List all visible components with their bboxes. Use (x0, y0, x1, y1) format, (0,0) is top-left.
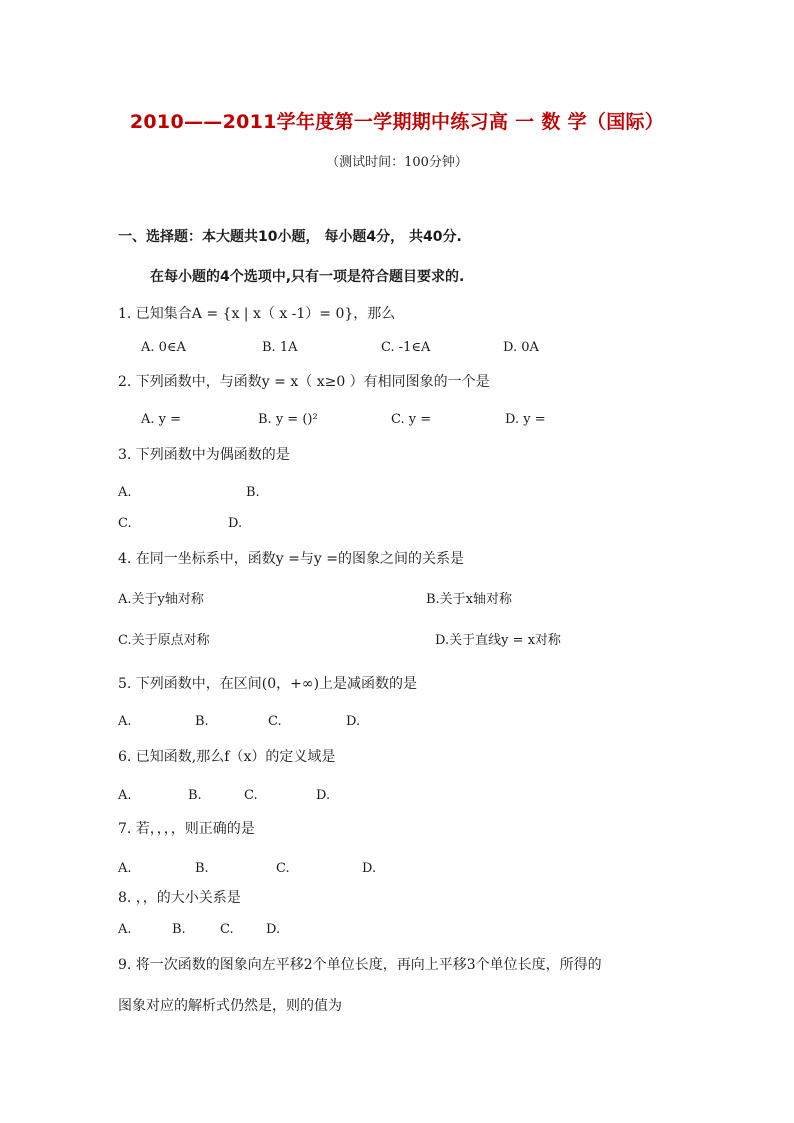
question-9-stem-line-2: 图象对应的解析式仍然是，则的值为 (118, 998, 342, 1014)
exam-subtitle: （测试时间：100分钟） (326, 155, 468, 170)
question-1-stem: 1. 已知集合A = {x | x（ x -1）= 0}，那么 (118, 306, 396, 322)
question-6-stem: 6. 已知函数,那么f（x）的定义域是 (118, 749, 336, 765)
question-5-option-c: C. (268, 714, 282, 729)
question-6-option-d: D. (316, 788, 331, 803)
question-6-option-b: B. (188, 788, 202, 803)
question-6-option-a: A. (118, 788, 132, 803)
question-4-stem: 4. 在同一坐标系中，函数y =与y =的图象之间的关系是 (118, 551, 464, 567)
question-2-option-d: D. y = (505, 412, 546, 427)
section-heading: 一、选择题：本大题共10小题， 每小题4分， 共40分. (118, 229, 462, 245)
question-3-option-d: D. (228, 516, 243, 531)
question-3-stem: 3. 下列函数中为偶函数的是 (118, 447, 290, 463)
question-3-option-c: C. (118, 516, 132, 531)
exam-title: 2010——2011学年度第一学期期中练习高 一 数 学（国际） (129, 111, 665, 133)
question-7-option-a: A. (118, 861, 132, 876)
question-5-option-b: B. (195, 714, 209, 729)
question-8-option-a: A. (118, 922, 132, 937)
question-7-option-d: D. (362, 861, 377, 876)
question-8-option-c: C. (220, 922, 234, 937)
question-8-stem: 8. ，，的大小关系是 (118, 890, 241, 906)
question-5-option-a: A. (118, 714, 132, 729)
question-7-stem: 7. 若，，，，则正确的是 (118, 821, 255, 837)
question-3-option-b: B. (246, 485, 260, 500)
question-7-option-c: C. (276, 861, 290, 876)
question-5-stem: 5. 下列函数中，在区间(0，+∞)上是减函数的是 (118, 676, 418, 692)
question-1-option-c: C. -1∈A (381, 340, 431, 355)
question-8-option-b: B. (172, 922, 186, 937)
question-3-option-a: A. (118, 485, 132, 500)
question-8-option-d: D. (266, 922, 281, 937)
question-2-option-b: B. y = ()² (258, 412, 318, 427)
question-7-option-b: B. (195, 861, 209, 876)
question-2-option-a: A. y = (141, 412, 182, 427)
question-1-option-b: B. 1A (262, 340, 298, 355)
question-4-option-b: B.关于x轴对称 (426, 592, 513, 607)
question-1-option-d: D. 0A (503, 340, 539, 355)
question-4-option-a: A.关于y轴对称 (118, 592, 204, 607)
section-instruction: 在每小题的4个选项中,只有一项是符合题目要求的. (150, 269, 465, 285)
question-4-option-d: D.关于直线y = x对称 (435, 633, 561, 648)
question-5-option-d: D. (346, 714, 361, 729)
question-2-stem: 2. 下列函数中，与函数y = x（ x≥0 ）有相同图象的一个是 (118, 374, 490, 390)
question-2-option-c: C. y = (391, 412, 432, 427)
question-4-option-c: C.关于原点对称 (118, 633, 210, 648)
question-6-option-c: C. (244, 788, 258, 803)
question-1-option-a: A. 0∈A (141, 340, 186, 355)
question-9-stem-line-1: 9. 将一次函数的图象向左平移2个单位长度，再向上平移3个单位长度，所得的 (118, 957, 602, 973)
